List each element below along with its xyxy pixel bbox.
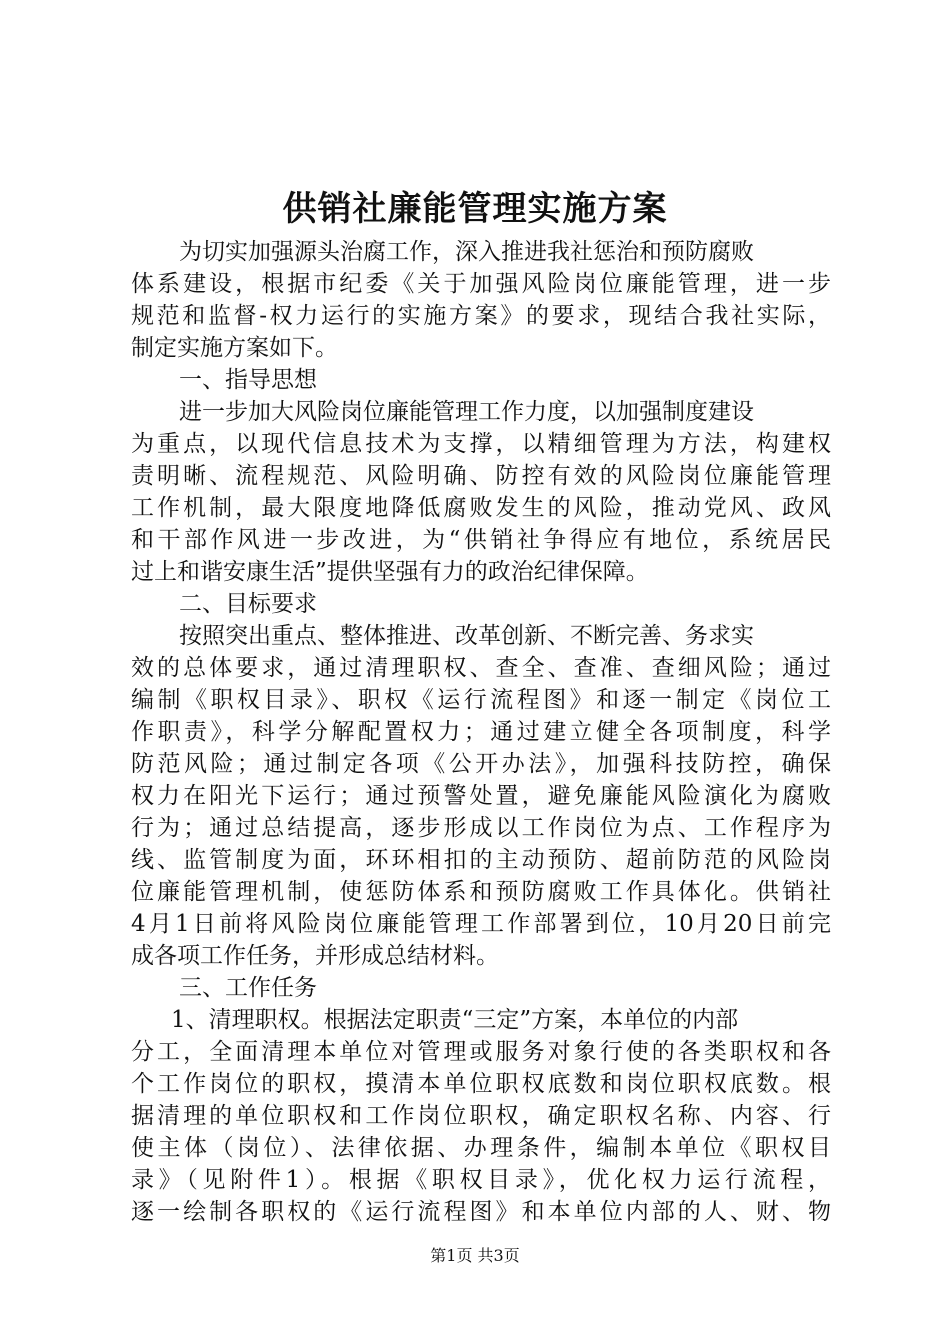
paragraph-line: 责明晰、流程规范、风险明确、防控有效的风险岗位廉能管理: [131, 463, 831, 489]
section-heading: 二、目标要求: [179, 591, 317, 617]
paragraph-line: 效的总体要求，通过清理职权、查全、查准、查细风险；通过: [131, 655, 831, 681]
paragraph-line: 4月1日前将风险岗位廉能管理工作部署到位，10月20日前完: [131, 911, 831, 937]
paragraph-line: 1、清理职权。根据法定职责“三定”方案，本单位的内部: [171, 1007, 739, 1033]
paragraph-line: 为重点，以现代信息技术为支撑，以精细管理为方法，构建权: [131, 431, 831, 457]
document-title: 供销社廉能管理实施方案: [282, 189, 668, 229]
page-number-footer: 第1页 共3页: [430, 1246, 520, 1265]
paragraph-line: 规范和监督-权力运行的实施方案》的要求，现结合我社实际，: [131, 303, 831, 329]
paragraph-line: 线、监管制度为面，环环相扣的主动预防、超前防范的风险岗: [131, 847, 831, 873]
paragraph-line: 按照突出重点、整体推进、改革创新、不断完善、务求实: [179, 623, 754, 649]
paragraph-line: 录》（见附件1）。根据《职权目录》，优化权力运行流程，: [131, 1167, 831, 1193]
paragraph-line: 个工作岗位的职权，摸清本单位职权底数和岗位职权底数。根: [131, 1071, 831, 1097]
paragraph-line: 为切实加强源头治腐工作，深入推进我社惩治和预防腐败: [179, 239, 754, 265]
paragraph-line: 逐一绘制各职权的《运行流程图》和本单位内部的人、财、物: [131, 1199, 831, 1225]
paragraph-line: 过上和谐安康生活”提供坚强有力的政治纪律保障。: [131, 559, 649, 585]
document-body: [131, 236, 831, 1228]
paragraph-line: 行为；通过总结提高，逐步形成以工作岗位为点、工作程序为: [131, 815, 831, 841]
section-heading: 一、指导思想: [179, 367, 317, 393]
paragraph-line: 分工，全面清理本单位对管理或服务对象行使的各类职权和各: [131, 1039, 831, 1065]
paragraph-line: 和干部作风进一步改进，为“供销社争得应有地位，系统居民: [131, 527, 831, 553]
paragraph-line: 工作机制，最大限度地降低腐败发生的风险，推动党风、政风: [131, 495, 831, 521]
paragraph-line: 体系建设，根据市纪委《关于加强风险岗位廉能管理，进一步: [131, 271, 831, 297]
paragraph-line: 作职责》，科学分解配置权力；通过建立健全各项制度，科学: [131, 719, 831, 745]
paragraph-line: 权力在阳光下运行；通过预警处置，避免廉能风险演化为腐败: [131, 783, 831, 809]
paragraph-line: 使主体（岗位）、法律依据、办理条件，编制本单位《职权目: [131, 1135, 831, 1161]
paragraph-line: 防范风险；通过制定各项《公开办法》，加强科技防控，确保: [131, 751, 831, 777]
paragraph-line: 成各项工作任务，并形成总结材料。: [131, 943, 499, 969]
paragraph-line: 进一步加大风险岗位廉能管理工作力度，以加强制度建设: [179, 399, 754, 425]
paragraph-line: 制定实施方案如下。: [131, 335, 338, 361]
paragraph-line: 据清理的单位职权和工作岗位职权，确定职权名称、内容、行: [131, 1103, 831, 1129]
section-heading: 三、工作任务: [179, 975, 317, 1001]
paragraph-line: 位廉能管理机制，使惩防体系和预防腐败工作具体化。供销社: [131, 879, 831, 905]
paragraph-line: 编制《职权目录》、职权《运行流程图》和逐一制定《岗位工: [131, 687, 831, 713]
